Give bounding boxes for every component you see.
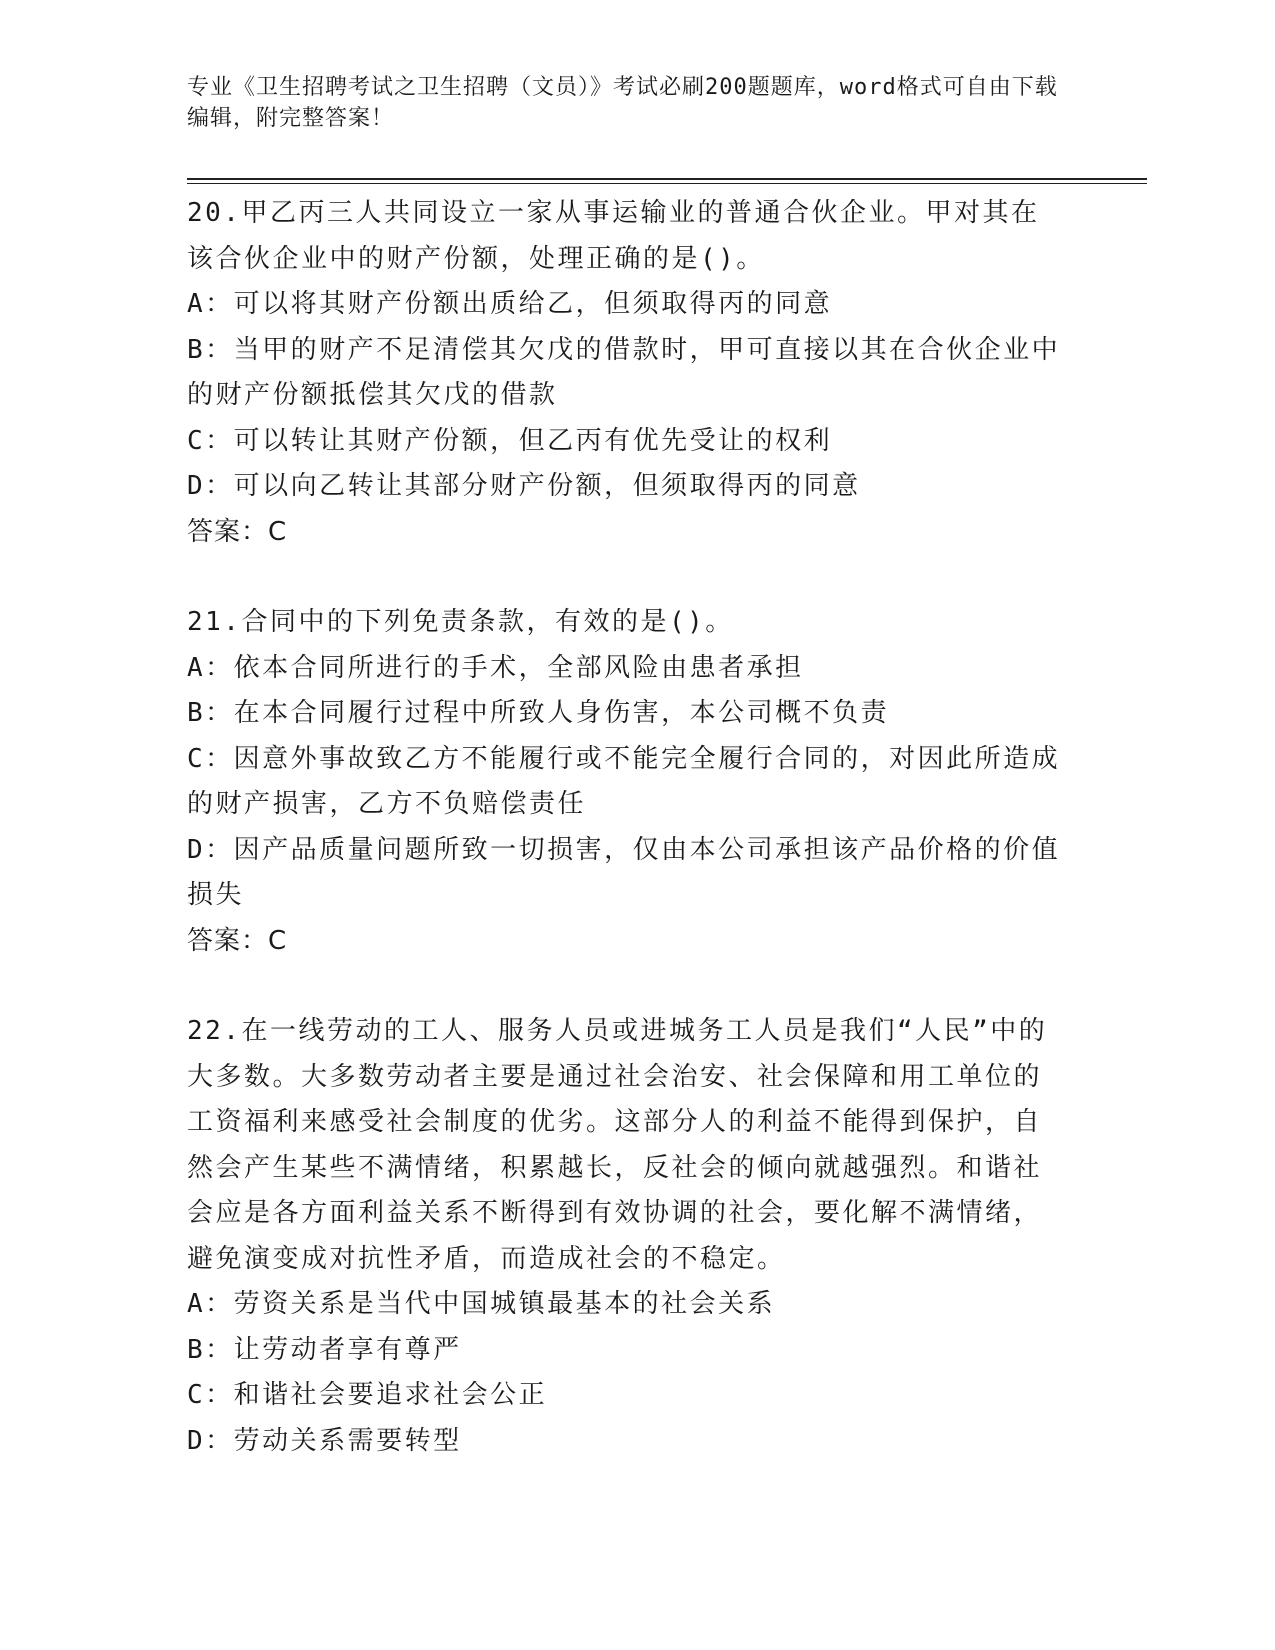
option-d: D：因产品质量问题所致一切损害，仅由本公司承担该产品价格的价值损失 [187,834,1061,910]
question-21 [187,600,1067,964]
option-c: C：和谐社会要追求社会公正 [187,1380,548,1410]
header-text: 专业《卫生招聘考试之卫生招聘（文员）》考试必刷200题题库，word格式可自由下载编辑，附完整答案！ [187,75,1058,131]
question-list [187,191,1067,1464]
option-a: A：劳资关系是当代中国城镇最基本的社会关系 [187,1289,776,1319]
option-c: C：因意外事故致乙方不能履行或不能完全履行合同的，对因此所造成的财产损害，乙方不负赔偿责任 [187,743,1061,819]
answer-text: 答案：C [187,516,288,547]
header-divider-thin [187,183,1147,184]
question-stem: 22.在一线劳动的工人、服务人员或进城务工人员是我们“人民”中的大多数。大多数劳动者主要是通过社会治安、社会保障和用工单位的工资福利来感受社会制度的优劣。这部分人的利益不能得到保护，自然会产生某些不满情绪，积累越长，反社会的倾向就越强烈。和谐社会应是各方面利益关系不断得到有效协调的社会，要化解不满情绪，避免演变成对抗性矛盾，而造成社会的不稳定。 [187,1016,1048,1274]
option-d: D：可以向乙转让其部分财产份额，但须取得丙的同意 [187,471,861,501]
option-b: B：在本合同履行过程中所致人身伤害，本公司概不负责 [187,698,890,728]
question-stem: 21.合同中的下列免责条款，有效的是()。 [187,607,734,637]
question-20 [187,191,1067,555]
answer-text: 答案：C [187,925,288,956]
document-header [187,72,1067,134]
question-stem: 20.甲乙丙三人共同设立一家从事运输业的普通合伙企业。甲对其在该合伙企业中的财产份额，处理正确的是()。 [187,198,1040,274]
option-b: B：当甲的财产不足清偿其欠戊的借款时，甲可直接以其在合伙企业中的财产份额抵偿其欠戊的借款 [187,334,1061,410]
option-d: D：劳动关系需要转型 [187,1425,462,1456]
option-a: A：可以将其财产份额出质给乙，但须取得丙的同意 [187,289,833,319]
option-a: A：依本合同所进行的手术，全部风险由患者承担 [187,652,804,683]
question-22 [187,1009,1067,1464]
header-divider-thick [187,178,1147,180]
option-b: B：让劳动者享有尊严 [187,1334,462,1365]
option-c: C：可以转让其财产份额，但乙丙有优先受让的权利 [187,425,833,456]
